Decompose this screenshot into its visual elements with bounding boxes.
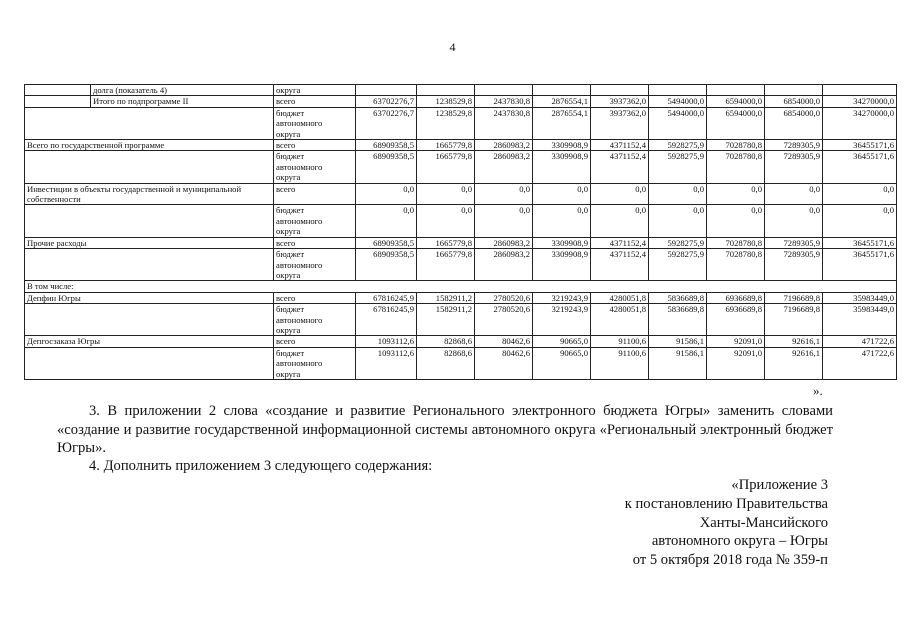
table-row bbox=[25, 249, 897, 281]
value-cell: 63702276,7 bbox=[356, 107, 417, 139]
value-cell: 5836689,8 bbox=[649, 304, 707, 336]
row-name-cell: Инвестиции в объекты государственной и муниципальной собственности bbox=[25, 183, 274, 205]
value-cell: 0,0 bbox=[707, 183, 765, 205]
row-name-cell: Итого по подпрограмме II bbox=[91, 96, 274, 107]
value-cell: 91586,1 bbox=[649, 336, 707, 347]
value-cell: 35983449,0 bbox=[823, 292, 897, 303]
value-cell: 0,0 bbox=[475, 205, 533, 237]
value-cell: 2780520,6 bbox=[475, 304, 533, 336]
section-header-cell: В том числе: bbox=[25, 281, 897, 292]
value-cell bbox=[765, 85, 823, 96]
budget-table-body bbox=[25, 85, 897, 380]
value-cell: 2876554,1 bbox=[533, 107, 591, 139]
table-row bbox=[25, 140, 897, 151]
value-cell: 7028780,8 bbox=[707, 237, 765, 248]
table-row bbox=[25, 237, 897, 248]
page-number: 4 bbox=[449, 40, 456, 54]
row-name-cell: Всего по государственной программе bbox=[25, 140, 274, 151]
row-type-cell: всего bbox=[274, 292, 356, 303]
row-name-cell: Депфин Югры bbox=[25, 292, 274, 303]
row-type-cell: бюджет автономного округа bbox=[274, 151, 356, 183]
paragraph-3: 3. В приложении 2 слова «создание и развитие Регионального электронного бюджета Югры» заменить словами «создание и развитие государственной информационной системы автономного округа «Региональный электронный бюджет Югры». bbox=[57, 403, 833, 456]
value-cell: 5928275,9 bbox=[649, 151, 707, 183]
value-cell: 35983449,0 bbox=[823, 304, 897, 336]
value-cell: 2437830,8 bbox=[475, 107, 533, 139]
appendix-line-3: Ханты-Мансийского bbox=[699, 514, 828, 531]
value-cell: 82868,6 bbox=[417, 347, 475, 379]
row-name-cell bbox=[25, 205, 274, 237]
value-cell: 68909358,5 bbox=[356, 237, 417, 248]
value-cell: 2860983,2 bbox=[475, 237, 533, 248]
value-cell: 0,0 bbox=[765, 205, 823, 237]
value-cell: 67816245,9 bbox=[356, 304, 417, 336]
value-cell: 0,0 bbox=[591, 183, 649, 205]
row-type-cell: округа bbox=[274, 85, 356, 96]
value-cell bbox=[591, 85, 649, 96]
value-cell: 4371152,4 bbox=[591, 140, 649, 151]
value-cell: 1093112,6 bbox=[356, 347, 417, 379]
value-cell: 63702276,7 bbox=[356, 96, 417, 107]
value-cell: 7289305,9 bbox=[765, 237, 823, 248]
value-cell: 0,0 bbox=[649, 183, 707, 205]
value-cell: 0,0 bbox=[417, 205, 475, 237]
value-cell: 82868,6 bbox=[417, 336, 475, 347]
value-cell: 7289305,9 bbox=[765, 249, 823, 281]
table-row bbox=[25, 292, 897, 303]
table-row bbox=[25, 336, 897, 347]
value-cell: 80462,6 bbox=[475, 336, 533, 347]
value-cell: 34270000,0 bbox=[823, 107, 897, 139]
value-cell: 7028780,8 bbox=[707, 151, 765, 183]
value-cell: 0,0 bbox=[823, 205, 897, 237]
value-cell: 92091,0 bbox=[707, 336, 765, 347]
value-cell: 34270000,0 bbox=[823, 96, 897, 107]
appendix-heading bbox=[625, 476, 828, 570]
value-cell: 0,0 bbox=[533, 183, 591, 205]
value-cell: 0,0 bbox=[823, 183, 897, 205]
value-cell: 1582911,2 bbox=[417, 292, 475, 303]
row-name-cell bbox=[25, 304, 274, 336]
value-cell: 68909358,5 bbox=[356, 249, 417, 281]
value-cell: 2437830,8 bbox=[475, 96, 533, 107]
value-cell: 90665,0 bbox=[533, 347, 591, 379]
value-cell: 36455171,6 bbox=[823, 151, 897, 183]
value-cell: 0,0 bbox=[356, 205, 417, 237]
value-cell: 0,0 bbox=[649, 205, 707, 237]
value-cell: 7289305,9 bbox=[765, 151, 823, 183]
table-row bbox=[25, 151, 897, 183]
row-name-cell: Прочие расходы bbox=[25, 237, 274, 248]
row-blank-cell bbox=[25, 85, 91, 96]
value-cell: 36455171,6 bbox=[823, 237, 897, 248]
value-cell: 1665779,8 bbox=[417, 237, 475, 248]
value-cell: 1665779,8 bbox=[417, 151, 475, 183]
value-cell: 7196689,8 bbox=[765, 304, 823, 336]
row-name-cell: долга (показатель 4) bbox=[91, 85, 274, 96]
value-cell: 0,0 bbox=[417, 183, 475, 205]
value-cell: 6854000,0 bbox=[765, 96, 823, 107]
closing-quote: ». bbox=[813, 383, 823, 398]
value-cell: 0,0 bbox=[533, 205, 591, 237]
value-cell: 2860983,2 bbox=[475, 140, 533, 151]
value-cell: 5928275,9 bbox=[649, 249, 707, 281]
appendix-line-4: автономного округа – Югры bbox=[651, 533, 828, 550]
value-cell: 4371152,4 bbox=[591, 151, 649, 183]
value-cell: 7196689,8 bbox=[765, 292, 823, 303]
table-row bbox=[25, 96, 897, 107]
value-cell: 6594000,0 bbox=[707, 96, 765, 107]
value-cell: 471722,6 bbox=[823, 336, 897, 347]
value-cell: 68909358,5 bbox=[356, 151, 417, 183]
table-row bbox=[25, 304, 897, 336]
value-cell: 36455171,6 bbox=[823, 249, 897, 281]
value-cell: 91100,6 bbox=[591, 347, 649, 379]
row-type-cell: бюджет автономного округа bbox=[274, 107, 356, 139]
value-cell: 68909358,5 bbox=[356, 140, 417, 151]
value-cell: 5836689,8 bbox=[649, 292, 707, 303]
value-cell: 0,0 bbox=[707, 205, 765, 237]
table-row bbox=[25, 85, 897, 96]
value-cell: 6936689,8 bbox=[707, 304, 765, 336]
row-name-cell bbox=[25, 249, 274, 281]
value-cell: 5928275,9 bbox=[649, 237, 707, 248]
value-cell: 3309908,9 bbox=[533, 140, 591, 151]
value-cell: 0,0 bbox=[765, 183, 823, 205]
row-type-cell: всего bbox=[274, 183, 356, 205]
value-cell: 5928275,9 bbox=[649, 140, 707, 151]
value-cell: 2860983,2 bbox=[475, 249, 533, 281]
value-cell: 3219243,9 bbox=[533, 304, 591, 336]
value-cell: 0,0 bbox=[356, 183, 417, 205]
value-cell: 0,0 bbox=[475, 183, 533, 205]
value-cell: 1238529,8 bbox=[417, 107, 475, 139]
table-row bbox=[25, 347, 897, 379]
value-cell: 3309908,9 bbox=[533, 151, 591, 183]
value-cell: 80462,6 bbox=[475, 347, 533, 379]
value-cell: 1582911,2 bbox=[417, 304, 475, 336]
value-cell bbox=[649, 85, 707, 96]
row-type-cell: всего bbox=[274, 140, 356, 151]
value-cell bbox=[823, 85, 897, 96]
value-cell: 92091,0 bbox=[707, 347, 765, 379]
appendix-line-5: от 5 октября 2018 года № 359-п bbox=[632, 552, 828, 569]
row-type-cell: всего bbox=[274, 237, 356, 248]
value-cell: 92616,1 bbox=[765, 336, 823, 347]
value-cell: 4371152,4 bbox=[591, 249, 649, 281]
row-name-cell bbox=[25, 107, 274, 139]
value-cell: 5494000,0 bbox=[649, 96, 707, 107]
value-cell: 1665779,8 bbox=[417, 249, 475, 281]
value-cell: 1238529,8 bbox=[417, 96, 475, 107]
value-cell: 4280051,8 bbox=[591, 304, 649, 336]
value-cell: 6936689,8 bbox=[707, 292, 765, 303]
value-cell bbox=[417, 85, 475, 96]
value-cell: 7028780,8 bbox=[707, 249, 765, 281]
value-cell: 3309908,9 bbox=[533, 249, 591, 281]
value-cell bbox=[707, 85, 765, 96]
table-section-row bbox=[25, 281, 897, 292]
value-cell: 7289305,9 bbox=[765, 140, 823, 151]
budget-table bbox=[24, 84, 897, 380]
row-type-cell: бюджет автономного округа bbox=[274, 304, 356, 336]
value-cell: 2860983,2 bbox=[475, 151, 533, 183]
row-name-cell: Депгосзаказа Югры bbox=[25, 336, 274, 347]
value-cell: 6594000,0 bbox=[707, 107, 765, 139]
row-name-cell bbox=[25, 151, 274, 183]
value-cell bbox=[356, 85, 417, 96]
value-cell: 1665779,8 bbox=[417, 140, 475, 151]
value-cell: 1093112,6 bbox=[356, 336, 417, 347]
value-cell: 91100,6 bbox=[591, 336, 649, 347]
value-cell: 67816245,9 bbox=[356, 292, 417, 303]
table-row bbox=[25, 183, 897, 205]
table-row bbox=[25, 205, 897, 237]
value-cell: 91586,1 bbox=[649, 347, 707, 379]
value-cell: 5494000,0 bbox=[649, 107, 707, 139]
row-type-cell: бюджет автономного округа bbox=[274, 205, 356, 237]
table-row bbox=[25, 107, 897, 139]
value-cell bbox=[475, 85, 533, 96]
row-type-cell: бюджет автономного округа bbox=[274, 249, 356, 281]
value-cell: 3937362,0 bbox=[591, 107, 649, 139]
value-cell: 4371152,4 bbox=[591, 237, 649, 248]
paragraph-4: 4. Дополнить приложением 3 следующего содержания: bbox=[89, 458, 433, 474]
row-name-cell bbox=[25, 347, 274, 379]
value-cell: 471722,6 bbox=[823, 347, 897, 379]
row-type-cell: бюджет автономного округа bbox=[274, 347, 356, 379]
value-cell: 3219243,9 bbox=[533, 292, 591, 303]
value-cell: 6854000,0 bbox=[765, 107, 823, 139]
value-cell: 0,0 bbox=[591, 205, 649, 237]
row-blank-cell bbox=[25, 96, 91, 107]
appendix-line-2: к постановлению Правительства bbox=[624, 495, 828, 512]
value-cell: 4280051,8 bbox=[591, 292, 649, 303]
row-type-cell: всего bbox=[274, 96, 356, 107]
value-cell: 3937362,0 bbox=[591, 96, 649, 107]
value-cell: 36455171,6 bbox=[823, 140, 897, 151]
value-cell: 92616,1 bbox=[765, 347, 823, 379]
value-cell: 2780520,6 bbox=[475, 292, 533, 303]
value-cell: 3309908,9 bbox=[533, 237, 591, 248]
value-cell: 7028780,8 bbox=[707, 140, 765, 151]
value-cell: 2876554,1 bbox=[533, 96, 591, 107]
value-cell: 90665,0 bbox=[533, 336, 591, 347]
row-type-cell: всего bbox=[274, 336, 356, 347]
appendix-line-1: «Приложение 3 bbox=[731, 477, 828, 493]
value-cell bbox=[533, 85, 591, 96]
